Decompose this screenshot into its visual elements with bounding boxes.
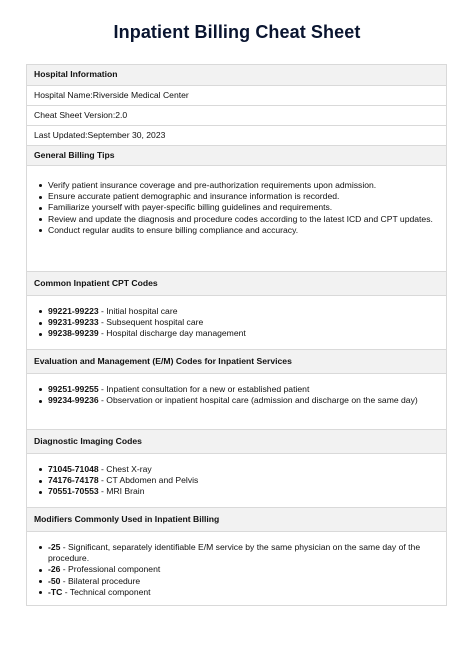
section-heading: Modifiers Commonly Used in Inpatient Billing	[34, 513, 220, 524]
code-range: 99251-99255	[48, 384, 99, 394]
list-item	[48, 317, 439, 328]
last-updated-value: September 30, 2023	[87, 129, 166, 140]
version-row	[27, 105, 446, 125]
list-item	[48, 328, 439, 339]
code-description: - Initial hospital care	[98, 306, 178, 316]
modifier-description: - Bilateral procedure	[60, 575, 141, 586]
hospital-name-label: Hospital Name:	[34, 89, 93, 100]
list-item: Conduct regular audits to ensure billing compliance and accuracy.	[48, 225, 439, 236]
code-range: 70551-70553	[48, 486, 99, 497]
list-item	[48, 464, 439, 475]
imaging-codes-body	[27, 453, 446, 507]
list-item: Familiarize yourself with payer-specific billing guidelines and requirements.	[48, 202, 439, 213]
list-item: Review and update the diagnosis and procedure codes according to the latest ICD and CPT updates.	[48, 214, 439, 225]
list-item: Ensure accurate patient demographic and insurance information is recorded.	[48, 191, 439, 202]
modifier-description: - Significant, separately identifiable E/M service by the same physician on the same day of the procedure.	[48, 542, 421, 564]
modifiers-body	[27, 531, 446, 605]
general-tips-body	[27, 165, 446, 271]
section-heading: Evaluation and Management (E/M) Codes for Inpatient Services	[34, 355, 292, 366]
cpt-codes-list	[34, 306, 439, 340]
code-description: - Subsequent hospital care	[98, 317, 204, 328]
code-range: 99221-99223	[48, 306, 99, 316]
modifiers-heading	[27, 507, 446, 531]
hospital-name-row	[27, 85, 446, 105]
code-range: 99234-99236	[48, 395, 99, 406]
modifiers-list	[34, 542, 439, 598]
list-item	[48, 306, 439, 317]
section-heading: Hospital Information	[34, 69, 118, 80]
code-description: - Hospital discharge day management	[98, 328, 246, 339]
code-description: - CT Abdomen and Pelvis	[98, 475, 199, 486]
list-item: Verify patient insurance coverage and pre-authorization requirements upon admission.	[48, 180, 439, 191]
imaging-codes-list	[34, 464, 439, 498]
section-heading: Diagnostic Imaging Codes	[34, 435, 142, 446]
last-updated-label: Last Updated:	[34, 129, 88, 140]
list-item	[48, 564, 439, 575]
modifier-description: - Professional component	[60, 564, 161, 575]
em-codes-list	[34, 384, 439, 406]
list-item	[48, 587, 439, 598]
last-updated-row	[27, 125, 446, 145]
general-tips-heading	[27, 145, 446, 165]
cheat-sheet-table	[26, 64, 447, 606]
list-item	[48, 384, 439, 395]
page-title: Inpatient Billing Cheat Sheet	[113, 22, 361, 42]
hospital-info-heading	[27, 65, 446, 85]
modifier-description: - Technical component	[62, 586, 151, 597]
section-heading: Common Inpatient CPT Codes	[34, 277, 158, 288]
modifier-code: -50	[48, 575, 61, 586]
code-description: - Inpatient consultation for a new or established patient	[98, 384, 310, 394]
list-item	[48, 486, 439, 497]
version-label: Cheat Sheet Version:	[34, 109, 116, 120]
code-description: - Chest X-ray	[98, 464, 152, 474]
modifier-code: -26	[48, 564, 61, 575]
cpt-codes-heading	[27, 271, 446, 295]
section-heading: General Billing Tips	[34, 149, 115, 160]
version-value: 2.0	[115, 109, 128, 120]
hospital-name-value: Riverside Medical Center	[92, 89, 189, 100]
list-item	[48, 542, 439, 564]
imaging-codes-heading	[27, 429, 446, 453]
list-item	[48, 576, 439, 587]
list-item	[48, 395, 439, 406]
code-range: 74176-74178	[48, 475, 99, 486]
code-range: 99231-99233	[48, 317, 99, 328]
code-description: - Observation or inpatient hospital care (admission and discharge on the same day)	[98, 395, 418, 406]
modifier-code: -25	[48, 542, 61, 552]
modifier-code: -TC	[48, 586, 63, 597]
cpt-codes-body	[27, 295, 446, 349]
em-codes-body	[27, 373, 446, 429]
code-range: 71045-71048	[48, 464, 99, 474]
list-item	[48, 475, 439, 486]
em-codes-heading	[27, 349, 446, 373]
general-tips-list	[34, 180, 439, 236]
code-description: - MRI Brain	[98, 486, 145, 497]
code-range: 99238-99239	[48, 328, 99, 339]
